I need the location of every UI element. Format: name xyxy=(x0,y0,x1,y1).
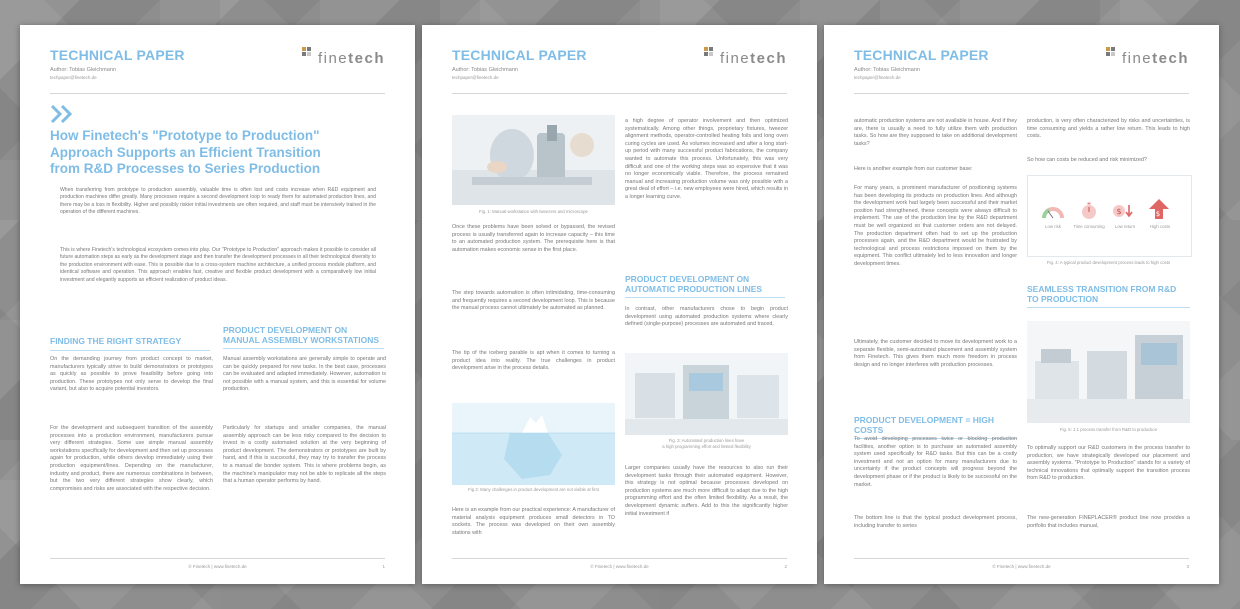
icon-label: Time consuming xyxy=(1073,224,1105,229)
header-email: techpaper@finetech.de xyxy=(452,75,499,80)
body-paragraph: Particularly for startups and smaller companies, the manual assembly approach can be less risky compared to the decision to invest in a costly automated solution at the very beginning of product development. The demonstrators or prototypes are built by hand, and if this is successful, they may try to transfer the process to a manual die bonder system. This is where problems begin, as the machine's manipulator may not be able to replicate all the steps that a human operator performs by hand. xyxy=(223,425,386,485)
header-title: TECHNICAL PAPER xyxy=(50,47,185,63)
header-title: TECHNICAL PAPER xyxy=(452,47,587,63)
page-number: 2 xyxy=(784,564,787,569)
figure-caption: Fig 2: Many challenges in product development are not visible at first xyxy=(468,487,599,492)
page-3 xyxy=(824,25,1219,584)
header-email: techpaper@finetech.de xyxy=(854,75,901,80)
body-paragraph: a high degree of operator involvement and then optimized systematically. Among other things, proprietary fixtures, tweezer alignment methods, operator-controlled heating foils and long oven curing cycles are used. As volumes increased and after a long start-up period with many successful product fabrications, the company wanted to automate this process. Unfortunately, this was very difficult and one of the working steps was so expensive that it was no longer economically viable. Therefore, the process remained manual and increasing production volume was only possible with a great deal of effort – i.e. new employees were hired, which results in a longer learning curve. xyxy=(625,118,788,200)
body-paragraph: Once these problems have been solved or bypassed, the revised process is usually transferred again to increase capacity – this time to an automated production system. The prerequisite here is that automation makes economic sense in the first place. xyxy=(452,224,615,253)
section-heading: PRODUCT DEVELOPMENT ON AUTOMATIC PRODUCTION LINES xyxy=(625,275,785,298)
double-chevron-icon xyxy=(50,105,76,123)
header-divider xyxy=(50,93,385,94)
body-paragraph: In contrast, other manufacturers chose to begin product development using automated production systems where clearly defined (single-purpose) processes are automated and traced. xyxy=(625,306,788,328)
production-line-photo xyxy=(625,353,788,435)
header-email: techpaper@finetech.de xyxy=(50,75,97,80)
page-2 xyxy=(422,25,817,584)
cost-icons-figure xyxy=(1027,175,1192,257)
body-paragraph: Ultimately, the customer decided to move its development work to a separate flexible, semi-automated placement and assembly system from Finetech. This gives them much more freedom in process design and no longer interferes with production processes. xyxy=(854,339,1017,368)
logo-mark-icon xyxy=(302,47,312,57)
article-title: How Finetech's "Prototype to Production" Approach Supports an Efficient Transition from R&D Processes to Series Production xyxy=(50,128,321,176)
section-heading: PRODUCT DEVELOPMENT = HIGH COSTS xyxy=(854,416,1017,439)
icon-label: Low risk xyxy=(1045,224,1061,229)
finetech-logo: finetech xyxy=(720,50,787,67)
footer-text: © Finetech | www.finetech.de xyxy=(188,564,247,569)
figure-caption: Fig. 3: Automated production lines have xyxy=(668,438,745,443)
page-number: 3 xyxy=(1186,564,1189,569)
header-author: Author: Tobias Gleichmann xyxy=(452,67,518,73)
body-paragraph: The tip of the iceberg parable is apt when it comes to turning a product idea into reality. The true challenges in product development arise in the process details. xyxy=(452,350,615,372)
header-divider xyxy=(854,93,1189,94)
machines-photo xyxy=(1027,321,1190,423)
money-down-icon xyxy=(1112,202,1134,220)
page-1 xyxy=(20,25,415,584)
icon-label: High costs xyxy=(1149,224,1171,229)
intro-paragraph-1: When transferring from prototype to production assembly, valuable time is often lost and costs increase when R&D equipment and production machines differ greatly. Many processes require a second development loop to ready them for automated production lines, and there may be a loss in flexibility. Higher and possibly riskier initial investments are often required, and staff must be intensively trained in the operation of the different machines. xyxy=(60,187,376,216)
header-title: TECHNICAL PAPER xyxy=(854,47,989,63)
section-heading: FINDING THE RIGHT STRATEGY xyxy=(50,337,210,351)
body-paragraph: The step towards automation is often intimidating, time-consuming and frequently requires a second development loop. This is because the manual process cannot ultimately be automated as planned. xyxy=(452,290,615,312)
stopwatch-icon xyxy=(1080,202,1098,220)
gauge-icon xyxy=(1042,204,1064,220)
body-paragraph: Here is an example from our practical experience: A manufacturer of material analysis equipment produces small detectors in TO sockets. The process was developed on their own assembly stations with xyxy=(452,507,615,536)
rising-costs-icon xyxy=(1148,198,1170,220)
svg-text:$: $ xyxy=(1155,210,1161,218)
figure-caption: a high programming effort and limited flexibility xyxy=(662,444,751,449)
logo-mark-icon xyxy=(1106,47,1116,57)
body-paragraph: production, is very often characterized by risks and uncertainties, is time consuming and yields a rather low return. This leads to high costs. xyxy=(1027,118,1190,140)
footer-divider xyxy=(854,558,1189,559)
finetech-logo: finetech xyxy=(318,50,385,67)
header-author: Author: Tobias Gleichmann xyxy=(50,67,116,73)
body-paragraph: For the development and subsequent transition of the assembly processes into a production environment, manufacturers pursue very different strategies. Some use simple manual assembly workstations specifically for development and then set up processes again for production, while others develop immediately using their production equipment/lines. Depending on the manufacturer, industry and product, there are numerous combinations in between, but the two very different strategies show clearly, which compromises and risks are associated with the respective decision. xyxy=(50,425,213,492)
body-paragraph: Here is another example from our customer base: xyxy=(854,166,973,172)
iceberg-illustration xyxy=(452,403,615,485)
body-paragraph: automatic production systems are not available in house. And if they are, there is usually a need to fully utilize them with production tasks. So how are they supposed to take on additional development tasks? xyxy=(854,118,1017,147)
section-heading: PRODUCT DEVELOPMENT ON MANUAL ASSEMBLY WORKSTATIONS xyxy=(223,326,384,349)
figure-caption: Fig. 5: 1:1 process transfer from R&D to production xyxy=(1059,427,1158,432)
footer-text: © Finetech | www.finetech.de xyxy=(992,564,1051,569)
header-divider xyxy=(452,93,787,94)
figure-caption: Fig. 1: Manual workstation with tweezers and microscope xyxy=(479,209,588,214)
finetech-logo: finetech xyxy=(1122,50,1189,67)
logo-mark-icon xyxy=(704,47,714,57)
body-paragraph: To optimally support our R&D customers in the process transfer to production, we have strategically developed our placement and assembly systems. "Prototype to Production" stands for a variety of technical innovations that optimally support the transition process from R&D to production. xyxy=(1027,445,1190,482)
icon-label: Low return xyxy=(1114,224,1136,229)
figure-caption: Fig. 4: A typical product development process leads to high costs xyxy=(1046,260,1171,265)
workstation-photo xyxy=(452,115,615,205)
body-paragraph: Manual assembly workstations are generally simple to operate and can be quickly prepared for new tasks. In the best case, processes can be evaluated and adapted immediately. However, automation is not possible with a manual system, and this is essential for volume production. xyxy=(223,356,386,393)
body-paragraph: The new-generation FINEPLACER® product line now provides a portfolio that includes manual, xyxy=(1027,515,1190,529)
body-paragraph: For many years, a prominent manufacturer of positioning systems has been developing its products on production lines. And although the development work had largely been successful and their market position had strengthened, these concepts were always difficult to implement. The use of the production line by the R&D department must be well organized so that customer orders are not delayed. The production department often had to set up the production processes again, and the R&D department would be frustrated by technological and process restrictions imposed on them by the equipment. This conflict ultimately led to less innovation and longer development times. xyxy=(854,185,1017,267)
body-paragraph: To avoid developing processes twice or blocking production facilities, another option is to purchase an automated assembly system used specifically for R&D tasks. But this can be a costly investment and not an option for many manufacturers due to uncertainty if the product concepts will progress beyond the development phase or if the product is likely to be successful on the market. xyxy=(854,436,1017,488)
footer-divider xyxy=(452,558,787,559)
svg-text:$: $ xyxy=(1116,207,1122,216)
footer-divider xyxy=(50,558,385,559)
section-heading: SEAMLESS TRANSITION FROM R&D TO PRODUCTION xyxy=(1027,285,1190,308)
body-paragraph: Larger companies usually have the resources to also run their development tasks through their automated equipment. However, this strategy is not optimal because processes developed on production systems are much more difficult to adapt due to the high programming effort and the often limited flexibility. As a result, the development dynamic suffers. Add to this the significantly higher initial investment if xyxy=(625,465,788,517)
footer-text: © Finetech | www.finetech.de xyxy=(590,564,649,569)
body-paragraph: On the demanding journey from product concept to market, manufacturers typically strive to build demonstrators or prototypes as quickly as possible to prove feasibility before going into production. These prototypes not only serve to develop the final variant, but also to acquire potential investors. xyxy=(50,356,213,393)
body-paragraph: The bottom line is that the typical product development process, including transfer to series xyxy=(854,515,1017,529)
intro-paragraph-2: This is where Finetech's technological ecosystem comes into play. Our "Prototype to Production" approach makes it possible to consider all future automation steps as early as the development stage and then transfer the development processes in all their technological diversity to the production environment with ease. This is possible due to a cross-system machine architecture, a unified process module platform, and identical software and operation. This approach enables fast, creative and flexible product development with a comparatively low initial investment and elegantly supports an efficient realization of product ideas. xyxy=(60,247,376,283)
header-author: Author: Tobias Gleichmann xyxy=(854,67,920,73)
page-number: 1 xyxy=(382,564,385,569)
body-paragraph: So how can costs be reduced and risk minimized? xyxy=(1027,157,1147,163)
